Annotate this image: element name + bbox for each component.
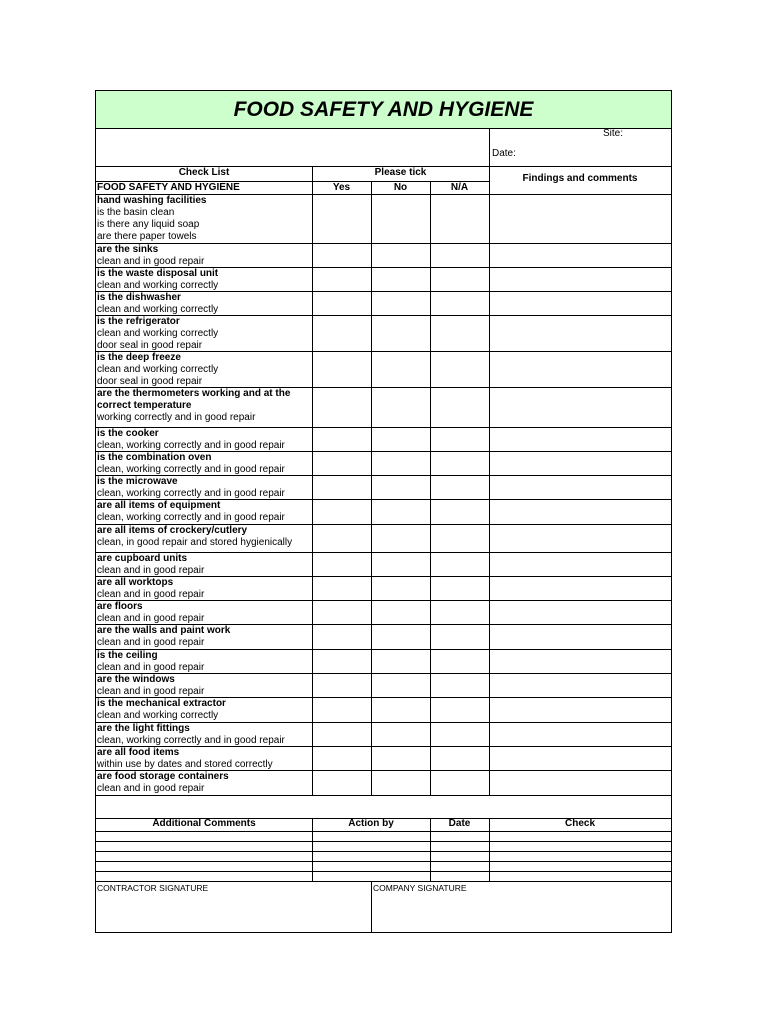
no-tick-cell[interactable] (372, 601, 430, 624)
checklist-row (96, 723, 671, 746)
checklist-row (96, 388, 671, 427)
item-detail: clean and in good repair (97, 783, 205, 794)
item-detail: door seal in good repair (97, 340, 203, 351)
na-tick-cell[interactable] (431, 388, 489, 427)
yes-tick-cell[interactable] (313, 352, 371, 387)
checklist-row (96, 525, 671, 552)
item-heading: are the sinks (97, 244, 159, 255)
findings-cell[interactable] (490, 771, 671, 795)
item-detail: clean, working correctly and in good repair (97, 735, 285, 746)
item-detail: clean, working correctly and in good repair (97, 440, 285, 451)
contractor-signature-field[interactable] (96, 893, 371, 931)
findings-cell[interactable] (490, 388, 671, 427)
item-detail: clean and in good repair (97, 613, 205, 624)
na-tick-cell[interactable] (431, 316, 489, 351)
item-detail: clean and in good repair (97, 662, 205, 673)
yes-tick-cell[interactable] (313, 428, 371, 451)
no-tick-cell[interactable] (372, 244, 430, 267)
na-tick-cell[interactable] (431, 771, 489, 795)
item-detail: clean, in good repair and stored hygienically (97, 537, 293, 548)
na-tick-cell[interactable] (431, 601, 489, 624)
checklist-row (96, 674, 671, 697)
na-tick-cell[interactable] (431, 698, 489, 722)
na-tick-cell[interactable] (431, 292, 489, 315)
item-heading: are floors (97, 601, 143, 612)
na-tick-cell[interactable] (431, 476, 489, 499)
item-detail: clean and in good repair (97, 637, 205, 648)
no-tick-cell[interactable] (372, 698, 430, 722)
item-detail: clean and working correctly (97, 710, 219, 721)
item-detail: clean and in good repair (97, 256, 205, 267)
na-tick-cell[interactable] (431, 452, 489, 475)
yes-tick-cell[interactable] (313, 747, 371, 770)
findings-cell[interactable] (490, 577, 671, 600)
checklist-row (96, 292, 671, 315)
date-header: Date (448, 818, 471, 829)
findings-cell[interactable] (490, 268, 671, 291)
checklist-row (96, 244, 671, 267)
item-heading: is the mechanical extractor (97, 698, 226, 709)
findings-cell[interactable] (490, 553, 671, 576)
yes-tick-cell[interactable] (313, 388, 371, 427)
checklist-row (96, 500, 671, 524)
no-tick-cell[interactable] (372, 476, 430, 499)
na-tick-cell[interactable] (431, 577, 489, 600)
no-tick-cell[interactable] (372, 674, 430, 697)
no-tick-cell[interactable] (372, 316, 430, 351)
findings-cell[interactable] (490, 195, 671, 243)
comments-row-rule (96, 841, 671, 842)
na-header: N/A (450, 182, 469, 193)
item-heading: are cupboard units (97, 553, 188, 564)
findings-cell[interactable] (490, 625, 671, 649)
item-heading: are the light fittings (97, 723, 190, 734)
no-tick-cell[interactable] (372, 268, 430, 291)
yes-tick-cell[interactable] (313, 316, 371, 351)
no-tick-cell[interactable] (372, 723, 430, 746)
no-tick-cell[interactable] (372, 625, 430, 649)
findings-cell[interactable] (490, 244, 671, 267)
item-heading: are all food items (97, 747, 180, 758)
findings-cell[interactable] (490, 476, 671, 499)
yes-tick-cell[interactable] (313, 476, 371, 499)
item-heading: hand washing facilities (97, 195, 207, 206)
no-tick-cell[interactable] (372, 352, 430, 387)
item-detail: clean and working correctly (97, 280, 219, 291)
item-detail: clean and working correctly (97, 328, 219, 339)
yes-tick-cell[interactable] (313, 698, 371, 722)
findings-cell[interactable] (490, 698, 671, 722)
item-heading: is the waste disposal unit (97, 268, 219, 279)
checklist-row (96, 771, 671, 795)
item-heading: are the thermometers working and at the (97, 388, 291, 399)
comments-row-rule (96, 851, 671, 852)
item-heading: are the walls and paint work (97, 625, 231, 636)
yes-tick-cell[interactable] (313, 195, 371, 243)
yes-tick-cell[interactable] (313, 650, 371, 673)
checklist-row (96, 698, 671, 722)
item-detail: is there any liquid soap (97, 219, 200, 230)
additional-comments-header: Additional Comments (152, 818, 256, 829)
comments-row-rule (96, 871, 671, 872)
yes-tick-cell[interactable] (313, 500, 371, 524)
item-detail: working correctly and in good repair (97, 412, 256, 423)
section-header: FOOD SAFETY AND HYGIENE (97, 182, 240, 193)
na-tick-cell[interactable] (431, 723, 489, 746)
yes-tick-cell[interactable] (313, 601, 371, 624)
no-header: No (393, 182, 408, 193)
no-tick-cell[interactable] (372, 388, 430, 427)
na-tick-cell[interactable] (431, 268, 489, 291)
item-heading: is the deep freeze (97, 352, 181, 363)
item-detail: clean, working correctly and in good repair (97, 488, 285, 499)
item-heading: are all items of equipment (97, 500, 221, 511)
item-detail: is the basin clean (97, 207, 175, 218)
no-tick-cell[interactable] (372, 428, 430, 451)
na-tick-cell[interactable] (431, 674, 489, 697)
item-heading: is the microwave (97, 476, 178, 487)
na-tick-cell[interactable] (431, 244, 489, 267)
no-tick-cell[interactable] (372, 292, 430, 315)
findings-cell[interactable] (490, 650, 671, 673)
findings-cell[interactable] (490, 428, 671, 451)
na-tick-cell[interactable] (431, 500, 489, 524)
findings-cell[interactable] (490, 747, 671, 770)
na-tick-cell[interactable] (431, 625, 489, 649)
item-detail: within use by dates and stored correctly (97, 759, 273, 770)
item-heading: correct temperature (97, 400, 192, 411)
checklist-row (96, 428, 671, 451)
checklist-row (96, 316, 671, 351)
form-title: FOOD SAFETY AND HYGIENE (96, 91, 671, 129)
item-heading: is the ceiling (97, 650, 158, 661)
yes-tick-cell[interactable] (313, 625, 371, 649)
checklist-row (96, 268, 671, 291)
na-tick-cell[interactable] (431, 428, 489, 451)
yes-tick-cell[interactable] (313, 292, 371, 315)
no-tick-cell[interactable] (372, 500, 430, 524)
item-heading: are the windows (97, 674, 175, 685)
yes-tick-cell[interactable] (313, 452, 371, 475)
site-label: Site: (603, 128, 624, 139)
checklist-row (96, 577, 671, 600)
checklist-row (96, 352, 671, 387)
checklist-row (96, 601, 671, 624)
findings-cell[interactable] (490, 674, 671, 697)
no-tick-cell[interactable] (372, 747, 430, 770)
no-tick-cell[interactable] (372, 452, 430, 475)
na-tick-cell[interactable] (431, 525, 489, 552)
item-detail: are there paper towels (97, 231, 197, 242)
please-tick-header: Please tick (374, 167, 427, 178)
yes-header: Yes (332, 182, 351, 193)
checklist-header: Check List (178, 167, 230, 178)
findings-cell[interactable] (490, 723, 671, 746)
yes-tick-cell[interactable] (313, 577, 371, 600)
yes-tick-cell[interactable] (313, 771, 371, 795)
checklist-row (96, 625, 671, 649)
na-tick-cell[interactable] (431, 553, 489, 576)
checklist-row (96, 747, 671, 770)
item-heading: are food storage containers (97, 771, 229, 782)
action-by-header: Action by (348, 818, 394, 829)
na-tick-cell[interactable] (431, 195, 489, 243)
findings-cell[interactable] (490, 352, 671, 387)
comments-row-rule (96, 831, 671, 832)
yes-tick-cell[interactable] (313, 244, 371, 267)
no-tick-cell[interactable] (372, 553, 430, 576)
item-detail: clean, working correctly and in good repair (97, 512, 285, 523)
comments-row-rule (96, 861, 671, 862)
item-detail: clean and in good repair (97, 565, 205, 576)
no-tick-cell[interactable] (372, 195, 430, 243)
item-detail: clean and in good repair (97, 686, 205, 697)
yes-tick-cell[interactable] (313, 674, 371, 697)
findings-cell[interactable] (490, 601, 671, 624)
item-heading: are all worktops (97, 577, 174, 588)
no-tick-cell[interactable] (372, 771, 430, 795)
findings-cell[interactable] (490, 500, 671, 524)
contractor-signature-label: CONTRACTOR SIGNATURE (97, 883, 209, 893)
findings-cell[interactable] (490, 316, 671, 351)
findings-header: Findings and comments (522, 173, 638, 184)
item-detail: door seal in good repair (97, 376, 203, 387)
company-signature-field[interactable] (372, 893, 671, 931)
item-heading: is the combination oven (97, 452, 212, 463)
checklist-row (96, 452, 671, 475)
yes-tick-cell[interactable] (313, 525, 371, 552)
na-tick-cell[interactable] (431, 747, 489, 770)
item-detail: clean and working correctly (97, 364, 219, 375)
site-date-divider (489, 128, 490, 166)
item-detail: clean and in good repair (97, 589, 205, 600)
checklist-sheet (95, 90, 672, 933)
row-rule (96, 795, 671, 796)
item-heading: is the dishwasher (97, 292, 181, 303)
yes-tick-cell[interactable] (313, 553, 371, 576)
item-detail: clean and working correctly (97, 304, 219, 315)
checklist-row (96, 476, 671, 499)
findings-cell[interactable] (490, 452, 671, 475)
item-heading: are all items of crockery/cutlery (97, 525, 248, 536)
no-tick-cell[interactable] (372, 577, 430, 600)
item-heading: is the cooker (97, 428, 159, 439)
no-tick-cell[interactable] (372, 525, 430, 552)
check-header: Check (564, 818, 595, 829)
checklist-row (96, 553, 671, 576)
no-tick-cell[interactable] (372, 650, 430, 673)
na-tick-cell[interactable] (431, 650, 489, 673)
yes-tick-cell[interactable] (313, 268, 371, 291)
item-heading: is the refrigerator (97, 316, 180, 327)
item-detail: clean, working correctly and in good repair (97, 464, 285, 475)
company-signature-label: COMPANY SIGNATURE (373, 883, 467, 893)
date-label: Date: (492, 148, 516, 159)
checklist-row (96, 650, 671, 673)
findings-cell[interactable] (490, 292, 671, 315)
findings-cell[interactable] (490, 525, 671, 552)
na-tick-cell[interactable] (431, 352, 489, 387)
yes-tick-cell[interactable] (313, 723, 371, 746)
checklist-row (96, 195, 671, 243)
